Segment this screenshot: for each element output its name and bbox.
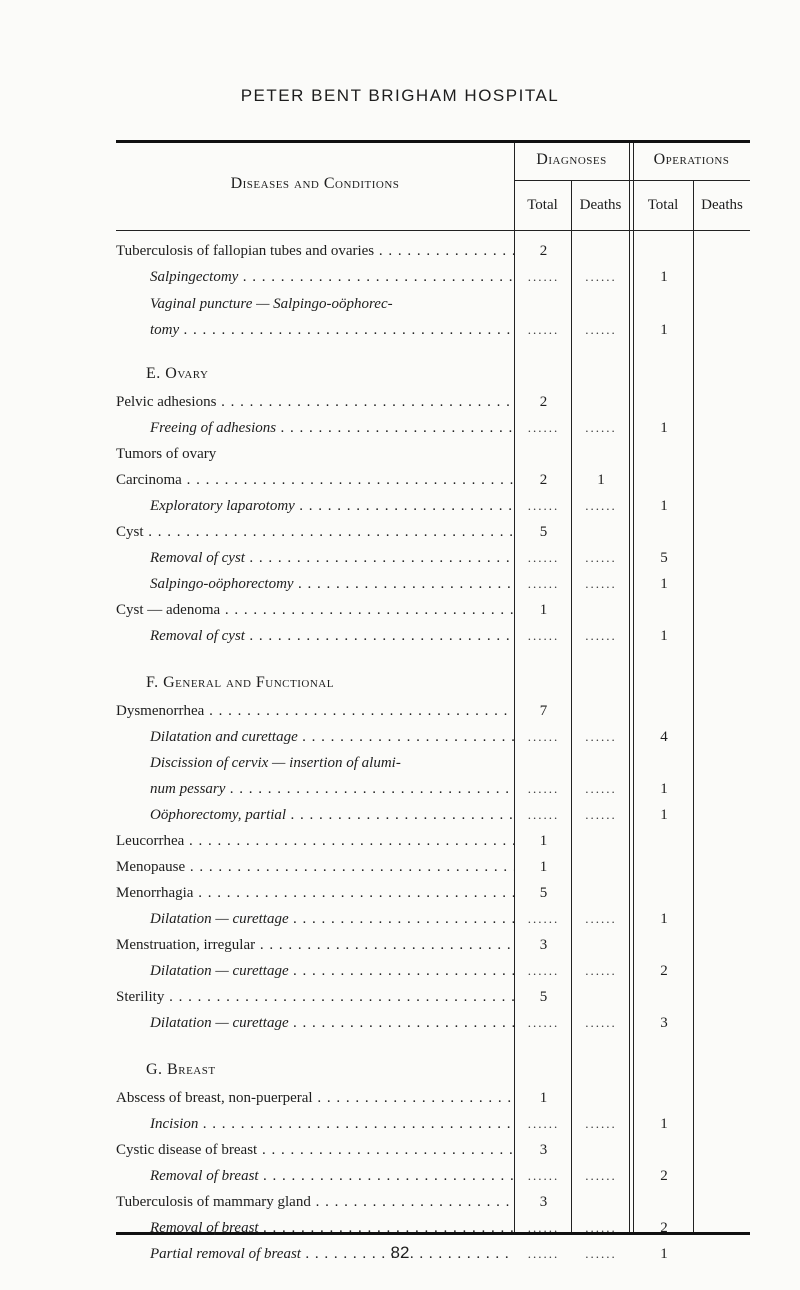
table-row	[116, 238, 750, 264]
operations-total-value: 2	[660, 1168, 668, 1184]
condition-label: Tuberculosis of fallopian tubes and ovaries . . .	[116, 238, 514, 264]
diagnoses-total-leader: ......	[527, 1116, 560, 1131]
diagnoses-deaths-leader: ......	[585, 1168, 617, 1183]
diagnoses-total-leader: ......	[527, 322, 560, 337]
condition-label: Cyst . . .	[116, 519, 514, 545]
operation-label: Removal of breast . . .	[116, 1215, 514, 1241]
diagnoses-total-value: 2	[539, 243, 548, 259]
diagnoses-total-leader: ......	[527, 963, 560, 978]
diagnoses-total-value: 1	[539, 859, 548, 875]
table-row	[116, 1215, 750, 1241]
operation-label: Dilatation — curettage . . .	[116, 1010, 514, 1036]
table-row	[116, 493, 750, 519]
operation-label: Freeing of adhesions . . .	[116, 415, 514, 441]
diagnoses-total-value: 1	[539, 1090, 548, 1106]
operations-total-value: 1	[660, 1116, 668, 1132]
table-row	[116, 802, 750, 828]
diagnoses-deaths-leader: ......	[585, 1015, 617, 1030]
condition-label: Abscess of breast, non-puerperal . . .	[116, 1085, 514, 1111]
table-row	[116, 317, 750, 343]
table-row	[116, 519, 750, 545]
table-row	[116, 906, 750, 932]
operations-total-value: 1	[660, 498, 668, 514]
condition-label: Menorrhagia . . .	[116, 880, 514, 906]
diagnoses-total-value: 1	[539, 833, 548, 849]
condition-label: Menstruation, irregular . . .	[116, 932, 514, 958]
diagnoses-deaths-leader: ......	[585, 269, 617, 284]
condition-label: Dysmenorrhea . . .	[116, 698, 514, 724]
operations-total-value: 1	[660, 911, 668, 927]
table-row	[116, 750, 750, 776]
operation-label: Salpingectomy . . .	[116, 264, 514, 290]
operations-total-value: 1	[660, 322, 668, 338]
diagnoses-deaths-leader: ......	[585, 1116, 617, 1131]
operation-label: Vaginal puncture — Salpingo-oöphorec-	[150, 296, 393, 312]
operations-total-value: 1	[660, 628, 668, 644]
table-row	[116, 724, 750, 750]
diagnoses-deaths-leader: ......	[585, 550, 617, 565]
operation-label: Dilatation — curettage . . .	[116, 958, 514, 984]
operation-label: Partial removal of breast . . .	[116, 1241, 514, 1267]
operations-total-value: 1	[660, 576, 668, 592]
diagnoses-total-leader: ......	[527, 628, 560, 643]
operations-total-value: 1	[660, 269, 668, 285]
diagnoses-deaths-leader: ......	[585, 322, 617, 337]
header-operations-total: Total	[647, 197, 679, 213]
table-row	[116, 291, 750, 317]
diagnoses-total-leader: ......	[527, 781, 560, 796]
table-row	[116, 389, 750, 415]
diagnoses-total-value: 3	[539, 1142, 548, 1158]
diagnoses-total-leader: ......	[527, 576, 560, 591]
table-row	[116, 1137, 750, 1163]
operation-label: Exploratory laparotomy . . .	[116, 493, 514, 519]
operation-label: Removal of breast . . .	[116, 1163, 514, 1189]
diagnoses-total-leader: ......	[527, 1220, 560, 1235]
operation-label: Removal of cyst . . .	[116, 623, 514, 649]
table-row	[116, 623, 750, 649]
operation-label: Removal of cyst . . .	[116, 545, 514, 571]
operation-label: Dilatation and curettage . . .	[116, 724, 514, 750]
section-title: E. Ovary	[146, 365, 209, 382]
section-heading	[116, 361, 750, 387]
condition-label: Pelvic adhesions . . .	[116, 389, 514, 415]
diagnoses-deaths-leader: ......	[585, 781, 617, 796]
table-row	[116, 1189, 750, 1215]
header-diagnoses-total: Total	[527, 197, 558, 213]
table-row	[116, 880, 750, 906]
table-row	[116, 698, 750, 724]
diagnoses-total-value: 5	[539, 524, 548, 540]
operation-label: Oöphorectomy, partial . . .	[116, 802, 514, 828]
section-title: F. General and Functional	[146, 674, 334, 691]
condition-label: Cyst — adenoma . . .	[116, 597, 514, 623]
diagnoses-total-value: 5	[539, 885, 548, 901]
table-row	[116, 571, 750, 597]
diagnoses-total-value: 1	[539, 602, 548, 618]
operation-label: Discission of cervix — insertion of alumi-	[150, 755, 401, 771]
diagnoses-total-value: 5	[539, 989, 548, 1005]
operations-total-value: 1	[660, 781, 668, 797]
diagnoses-total-leader: ......	[527, 1246, 560, 1261]
section-title: G. Breast	[146, 1061, 216, 1078]
diagnoses-total-leader: ......	[527, 911, 560, 926]
diagnoses-deaths-leader: ......	[585, 576, 617, 591]
header-rule	[514, 180, 750, 181]
section-heading	[116, 1057, 750, 1083]
table-row	[116, 264, 750, 290]
diagnoses-total-value: 2	[539, 394, 548, 410]
table-row	[116, 1010, 750, 1036]
operation-label: Salpingo-oöphorectomy . . .	[116, 571, 514, 597]
table-row	[116, 932, 750, 958]
table-row	[116, 545, 750, 571]
header-operations-deaths: Deaths	[701, 197, 743, 213]
header-diagnoses: Diagnoses	[536, 151, 607, 168]
table-row	[116, 1111, 750, 1137]
diagnoses-total-value: 3	[539, 1194, 548, 1210]
diagnoses-total-value: 3	[539, 937, 548, 953]
diagnoses-total-leader: ......	[527, 498, 560, 513]
diagnoses-total-leader: ......	[527, 729, 560, 744]
section-heading	[116, 670, 750, 696]
operations-total-value: 4	[660, 729, 668, 745]
header-operations: Operations	[653, 151, 730, 168]
condition-label: Sterility . . .	[116, 984, 514, 1010]
diagnoses-total-leader: ......	[527, 1168, 560, 1183]
table-row	[116, 1085, 750, 1111]
table-row	[116, 467, 750, 493]
operations-total-value: 1	[660, 1246, 668, 1262]
diagnoses-deaths-leader: ......	[585, 807, 617, 822]
operation-label: Incision . . .	[116, 1111, 514, 1137]
diagnoses-total-value: 7	[539, 703, 548, 719]
diagnoses-deaths-leader: ......	[585, 963, 617, 978]
condition-label: Leucorrhea . . .	[116, 828, 514, 854]
diagnoses-total-value: 2	[539, 472, 548, 488]
page-header: PETER BENT BRIGHAM HOSPITAL	[240, 86, 560, 105]
header-bottom-rule	[116, 230, 750, 231]
table-row	[116, 984, 750, 1010]
diagnoses-deaths-leader: ......	[585, 498, 617, 513]
diagnoses-deaths-leader: ......	[585, 911, 617, 926]
diagnoses-total-leader: ......	[527, 807, 560, 822]
condition-label: Tuberculosis of mammary gland . . .	[116, 1189, 514, 1215]
operations-total-value: 1	[660, 807, 668, 823]
condition-label: Cystic disease of breast . . .	[116, 1137, 514, 1163]
operation-label: tomy . . .	[116, 317, 514, 343]
diagnoses-total-leader: ......	[527, 550, 560, 565]
diagnoses-deaths-leader: ......	[585, 628, 617, 643]
diagnoses-total-leader: ......	[527, 420, 560, 435]
diagnoses-deaths-leader: ......	[585, 1246, 617, 1261]
diagnoses-total-leader: ......	[527, 269, 560, 284]
operations-total-value: 2	[660, 1220, 668, 1236]
diagnoses-deaths-leader: ......	[585, 729, 617, 744]
operations-total-value: 1	[660, 420, 668, 436]
table-row	[116, 415, 750, 441]
table-row	[116, 854, 750, 880]
header-diseases-conditions: Diseases and Conditions	[230, 175, 400, 192]
table-row	[116, 597, 750, 623]
operations-total-value: 5	[660, 550, 668, 566]
header-diagnoses-deaths: Deaths	[579, 197, 622, 213]
diagnoses-total-leader: ......	[527, 1015, 560, 1030]
operations-total-value: 3	[660, 1015, 668, 1031]
operations-total-value: 2	[660, 963, 668, 979]
operation-label: Dilatation — curettage . . .	[116, 906, 514, 932]
page-number: 82	[390, 1243, 410, 1262]
operation-label: num pessary . . .	[116, 776, 514, 802]
diagnoses-deaths-value: 1	[597, 472, 605, 488]
condition-label: Menopause . . .	[116, 854, 514, 880]
table-row	[116, 958, 750, 984]
condition-label: Carcinoma . . .	[116, 467, 514, 493]
table-row	[116, 828, 750, 854]
table-row	[116, 776, 750, 802]
table-row	[116, 441, 750, 467]
condition-label: Tumors of ovary	[116, 446, 217, 462]
table-row	[116, 1163, 750, 1189]
diagnoses-deaths-leader: ......	[585, 420, 617, 435]
diagnoses-deaths-leader: ......	[585, 1220, 617, 1235]
